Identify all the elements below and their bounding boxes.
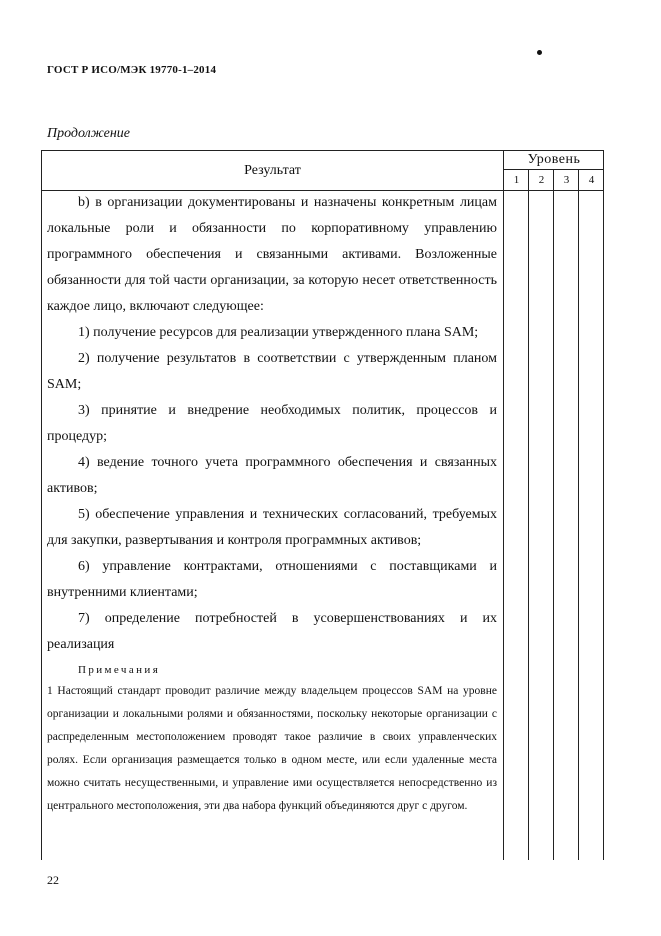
level-2-marker-bullet [537,50,542,55]
list-item: 1) получение ресурсов для реализации утвержденного плана SAM; [78,325,479,340]
continued-label: Продолжение [47,126,130,141]
column-divider [553,170,554,860]
note-1: 1 Настоящий стандарт проводит различие между владельцем процессов SAM на уровне организации и локальными ролями и обязанностями, поскольку некоторые организации с распределенным местоположением проводят такое различие в своих управленческих ролях. Если организация размещается только в одном месте, или если удаленные места можно считать несущественными, и управление ими осуществляется непосредственно из центрального местоположения, эти два набора функций объединяются друг с другом. [47,685,497,812]
result-cell-content [47,190,497,818]
result-column-header: Результат [244,163,301,178]
list-item: 5) обеспечение управления и технических согласований, требуемых для закупки, развертывания и контроля программных активов; [47,507,497,548]
list-item: 7) определение потребностей в усовершенствованиях и их реализация [47,611,497,652]
page-number: 22 [47,873,59,887]
list-item: 3) принятие и внедрение необходимых политик, процессов и процедур; [47,403,497,444]
paragraph-b: b) в организации документированы и назначены конкретным лицам локальные роли и обязанности по корпоративному управлению программного обеспечения и связанными активами. Возложенные обязанности для той части организации, за которую несет ответственность каждое лицо, включают следующее: [47,195,497,314]
level-3-header: 3 [563,174,570,186]
level-1-header: 1 [513,174,520,186]
column-divider [528,170,529,860]
list-item: 4) ведение точного учета программного обеспечения и связанных активов; [47,455,497,496]
level-column-header: Уровень [527,152,581,167]
notes-title: Примечания [78,664,161,676]
list-item: 2) получение результатов в соответствии с утвержденным планом SAM; [47,351,497,392]
column-divider [578,170,579,860]
level-4-header: 4 [588,174,595,186]
list-item: 6) управление контрактами, отношениями с поставщиками и внутренними клиентами; [47,559,497,600]
column-divider [503,151,504,860]
level-2-header: 2 [538,174,545,186]
document-header: ГОСТ Р ИСО/МЭК 19770-1–2014 [47,64,217,76]
